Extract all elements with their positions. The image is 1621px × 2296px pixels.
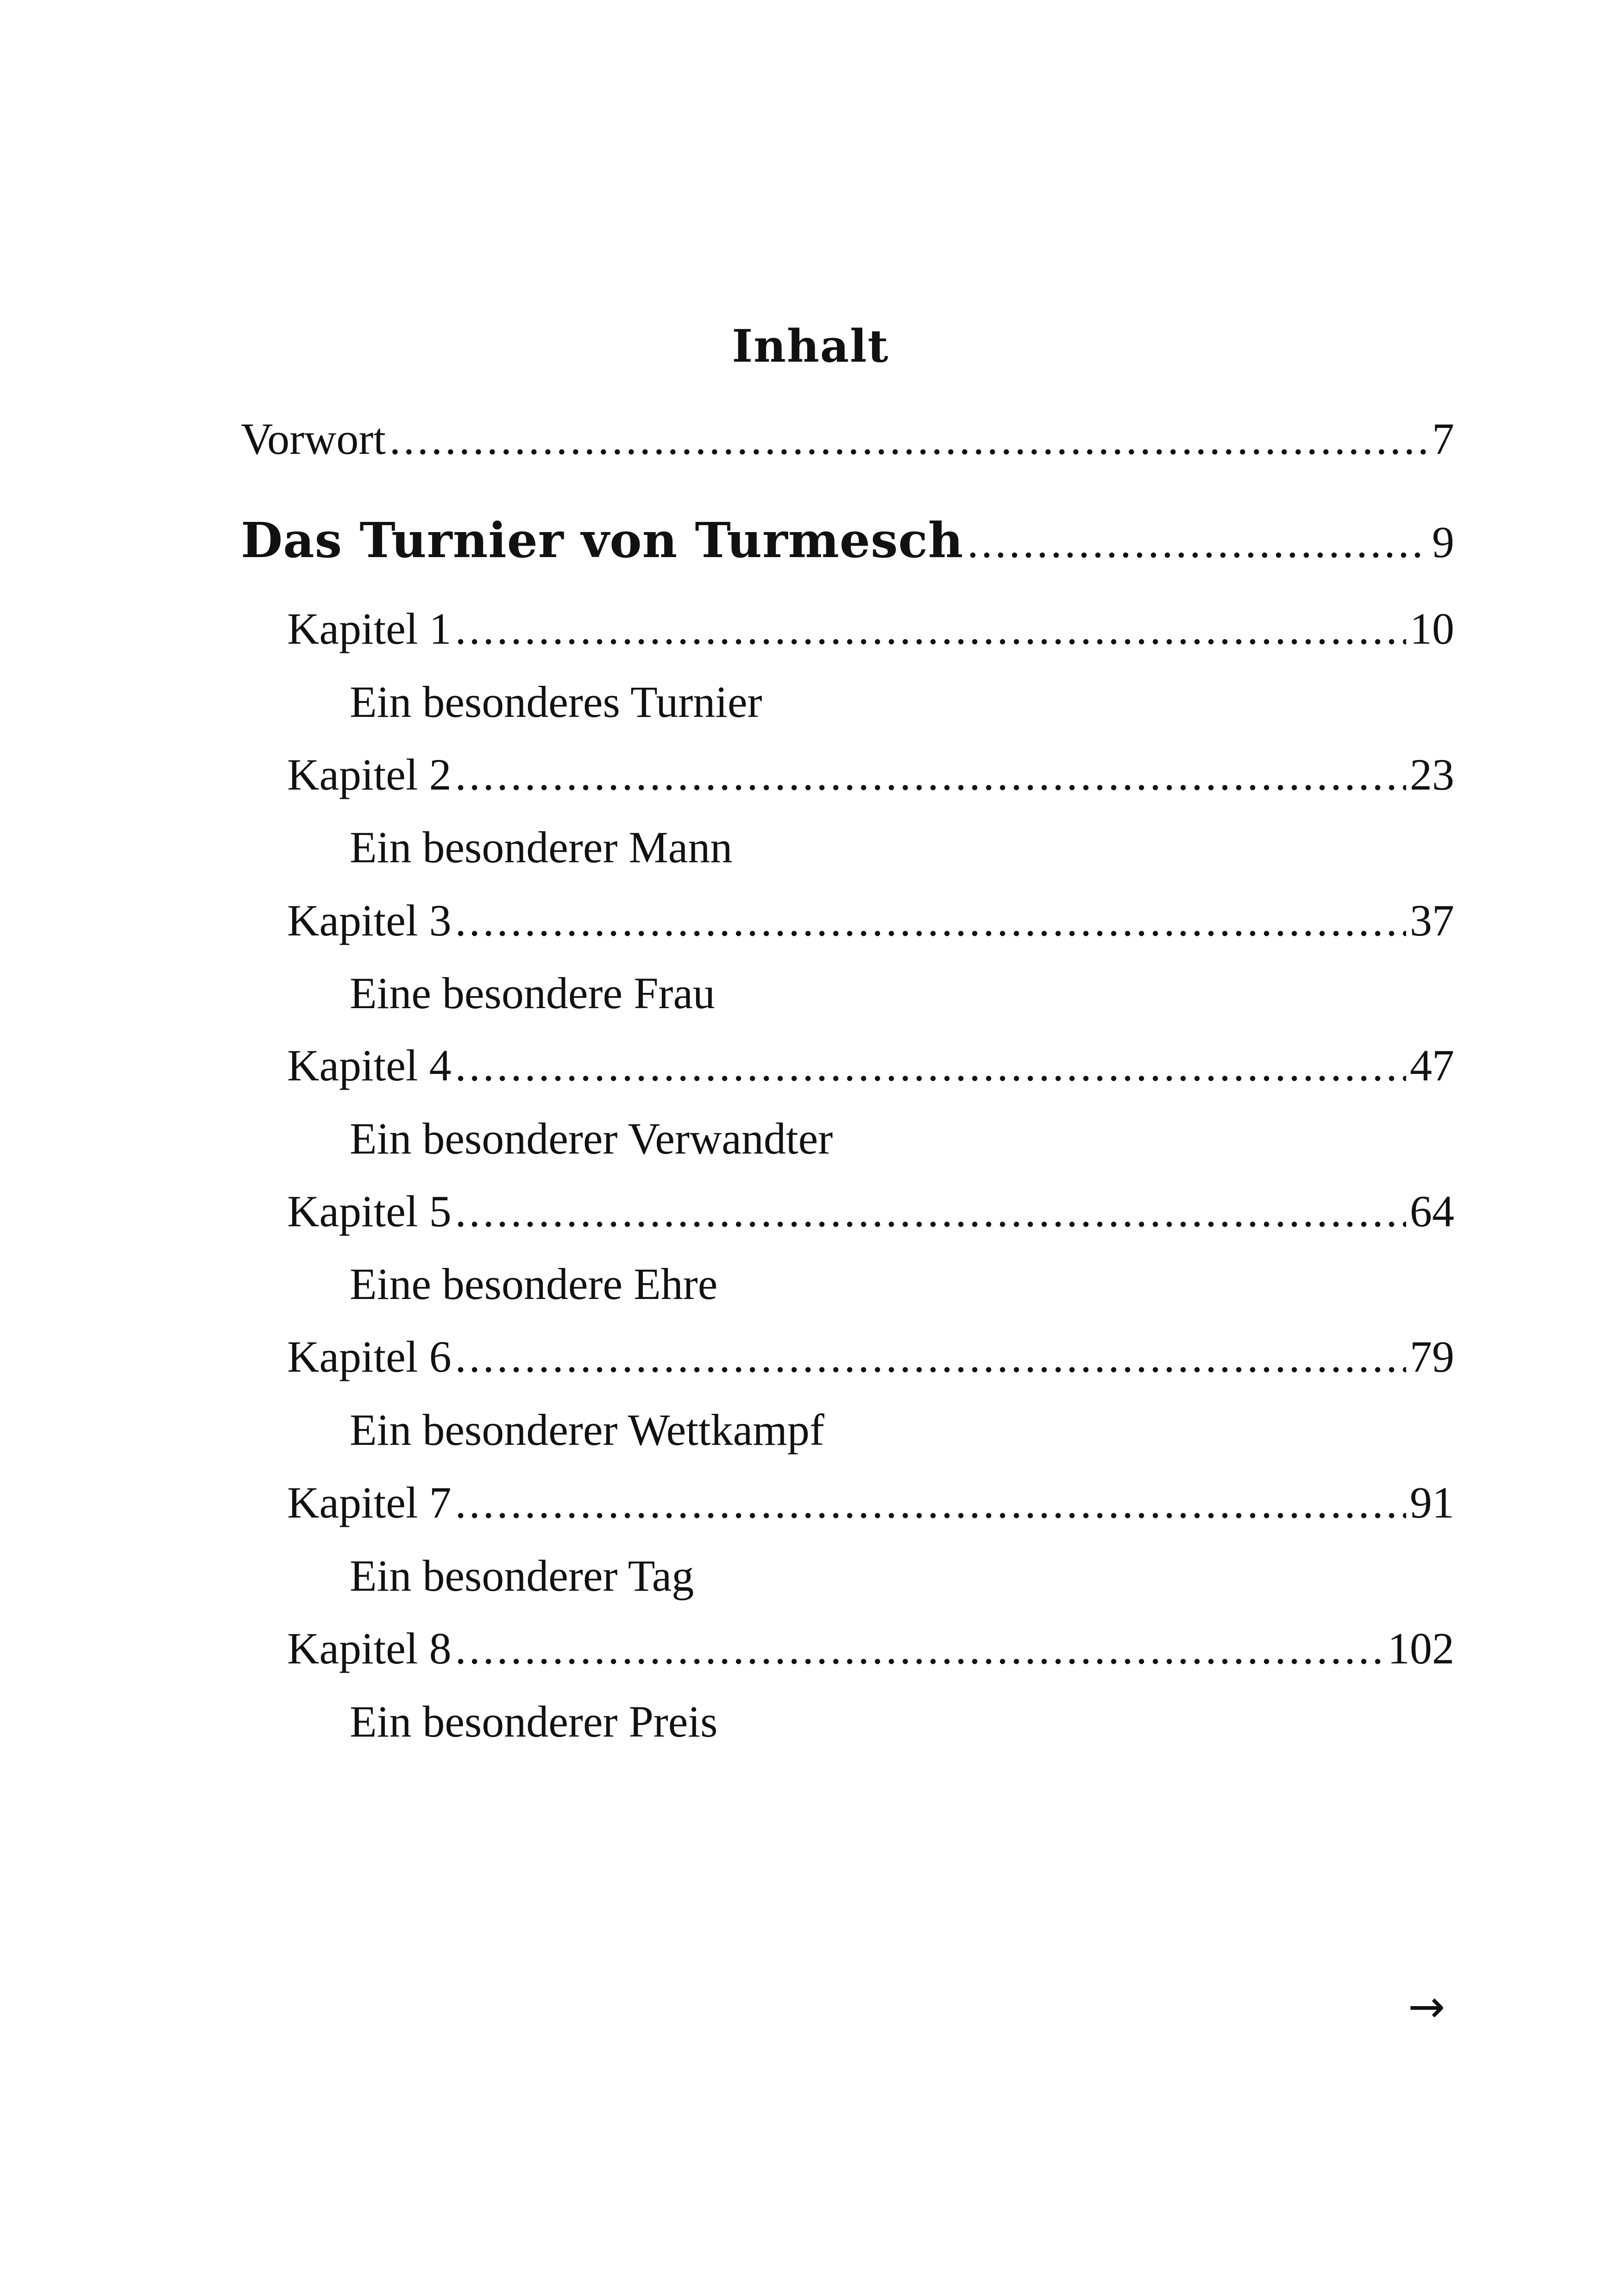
dot-leader xyxy=(455,1043,1406,1088)
chapter-subtitle: Ein besonderes Turnier xyxy=(350,677,762,727)
dot-leader xyxy=(455,1189,1406,1234)
toc-chapter-4[interactable] xyxy=(287,1043,1454,1088)
toc-entry-page: 9 xyxy=(1432,517,1454,567)
chapter-label: Kapitel 6 xyxy=(287,1332,452,1381)
chapter-label: Kapitel 5 xyxy=(287,1186,452,1236)
chapter-page: 47 xyxy=(1410,1041,1454,1090)
toc-chapter-6[interactable] xyxy=(287,1332,1454,1381)
dot-leader xyxy=(455,898,1406,943)
chapter-label: Kapitel 2 xyxy=(287,750,452,799)
toc-entry-page: 7 xyxy=(1432,414,1454,464)
chapter-page: 10 xyxy=(1410,604,1454,653)
chapter-page: 102 xyxy=(1388,1624,1454,1673)
chapter-subtitle: Ein besonderer Wettkampf xyxy=(350,1405,824,1455)
chapter-label: Kapitel 7 xyxy=(287,1478,452,1527)
dot-leader xyxy=(967,520,1428,565)
dot-leader xyxy=(455,607,1406,651)
chapter-label: Kapitel 8 xyxy=(287,1624,452,1673)
toc-chapter-3[interactable] xyxy=(287,898,1454,943)
chapter-subtitle: Ein besonderer Mann xyxy=(350,822,733,872)
chapter-label: Kapitel 4 xyxy=(287,1041,452,1090)
chapter-subtitle: Ein besonderer Preis xyxy=(350,1697,718,1746)
chapter-subtitle: Eine besondere Frau xyxy=(350,968,716,1018)
chapter-page: 37 xyxy=(1410,896,1454,945)
toc-chapter-1[interactable] xyxy=(287,604,1454,653)
chapter-subtitle: Eine besondere Ehre xyxy=(350,1259,718,1309)
toc-title: Inhalt xyxy=(732,320,889,372)
dot-leader xyxy=(455,1626,1384,1671)
dot-leader xyxy=(455,1335,1406,1379)
chapter-label: Kapitel 1 xyxy=(287,604,452,653)
chapter-page: 23 xyxy=(1410,750,1454,799)
toc-part-label: Das Turnier von Turmesch xyxy=(241,512,964,569)
toc-chapter-7[interactable] xyxy=(287,1480,1454,1525)
chapter-subtitle: Ein besonderer Verwandter xyxy=(350,1114,833,1163)
toc-entry-vorwort[interactable] xyxy=(241,414,1454,464)
chapter-page: 64 xyxy=(1410,1186,1454,1236)
toc-entry-part[interactable] xyxy=(241,512,1454,569)
dot-leader xyxy=(390,417,1428,461)
toc-entry-label: Vorwort xyxy=(241,414,386,464)
toc-chapter-8[interactable] xyxy=(287,1626,1454,1671)
arrow-right-icon[interactable]: → xyxy=(1408,1981,1445,2033)
chapter-label: Kapitel 3 xyxy=(287,896,452,945)
dot-leader xyxy=(455,753,1406,797)
toc-chapter-5[interactable] xyxy=(287,1186,1454,1236)
chapter-subtitle: Ein besonderer Tag xyxy=(350,1551,694,1600)
dot-leader xyxy=(455,1480,1406,1525)
toc-chapter-2[interactable] xyxy=(287,750,1454,799)
chapter-page: 91 xyxy=(1410,1478,1454,1527)
chapter-page: 79 xyxy=(1410,1332,1454,1381)
